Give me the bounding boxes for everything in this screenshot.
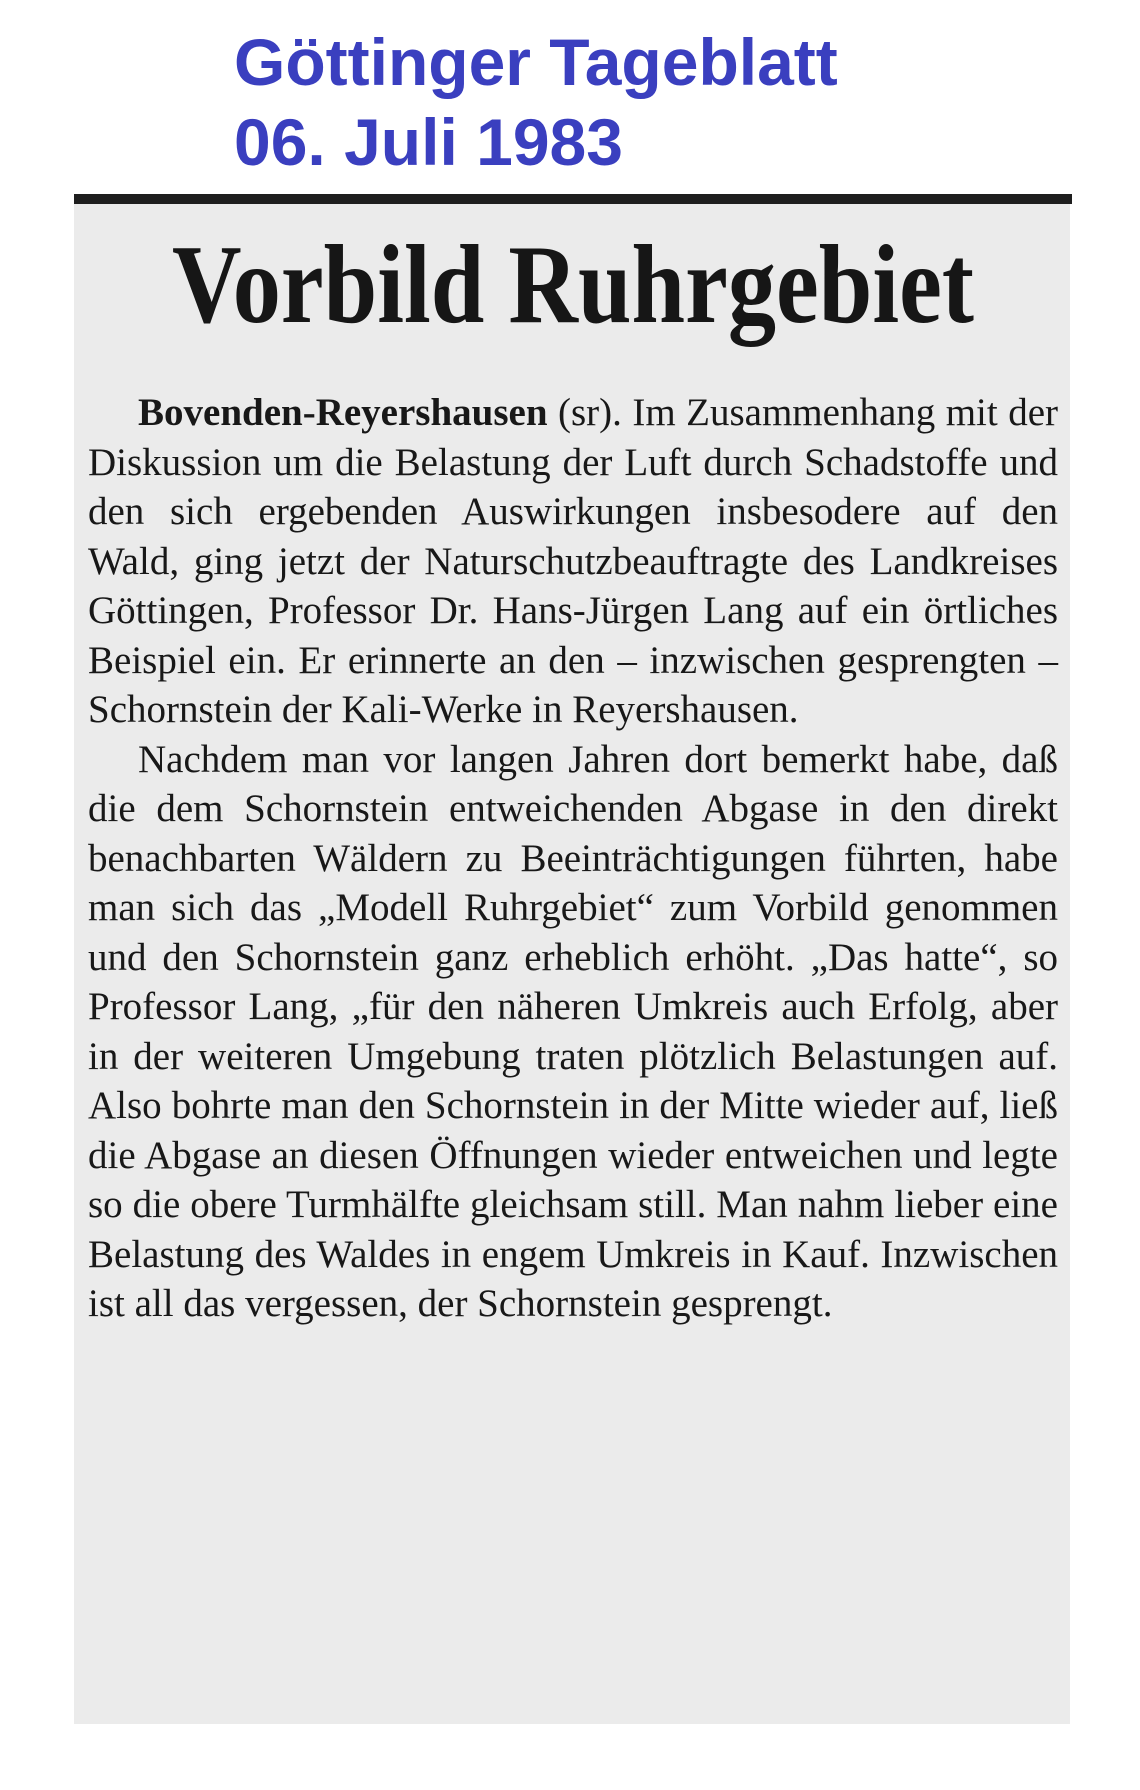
- clipping-source-header: [234, 22, 838, 182]
- article-headline: Vorbild Ruhrgebiet: [172, 223, 974, 347]
- article-body: [88, 388, 1058, 1329]
- publication-date: 06. Juli 1983: [234, 105, 623, 179]
- newspaper-name: Göttinger Tageblatt: [234, 25, 838, 99]
- article-dateline: Bovenden-Reyershausen: [138, 391, 548, 434]
- paragraph-1-text: (sr). Im Zusammenhang mit der Diskussion um die Belastung der Luft durch Schadstoffe und den sich ergebenden Auswirkungen insbesodere auf den Wald, ging jetzt der Naturschutzbeauftragte des Landkreises Göttingen, Professor Dr. Hans-Jürgen Lang auf ein örtliches Beispiel ein. Er erinnerte an den – inzwischen gesprengten – Schornstein der Kali-Werke in Reyershausen.: [88, 391, 1058, 731]
- top-rule: [74, 194, 1072, 204]
- article-paragraph-1: [88, 388, 1058, 735]
- article-paragraph-2: Nachdem man vor langen Jahren dort bemerkt habe, daß die dem Schornstein entweichenden Abgase in den direkt benachbarten Wäldern zu Beeinträchtigungen führten, habe man sich das „Modell Ruhrgebiet“ zum Vorbild genommen und den Schornstein ganz erheblich erhöht. „Das hatte“, so Professor Lang, „für den näheren Umkreis auch Erfolg, aber in der weiteren Umgebung traten plötzlich Belastungen auf. Also bohrte man den Schornstein in der Mitte wieder auf, ließ die Abgase an diesen Öffnungen wieder entweichen und legte so die obere Turmhälfte gleichsam still. Man nahm lieber eine Belastung des Waldes in engem Umkreis in Kauf. Inzwischen ist all das vergessen, der Schornstein gesprengt.: [88, 737, 1058, 1325]
